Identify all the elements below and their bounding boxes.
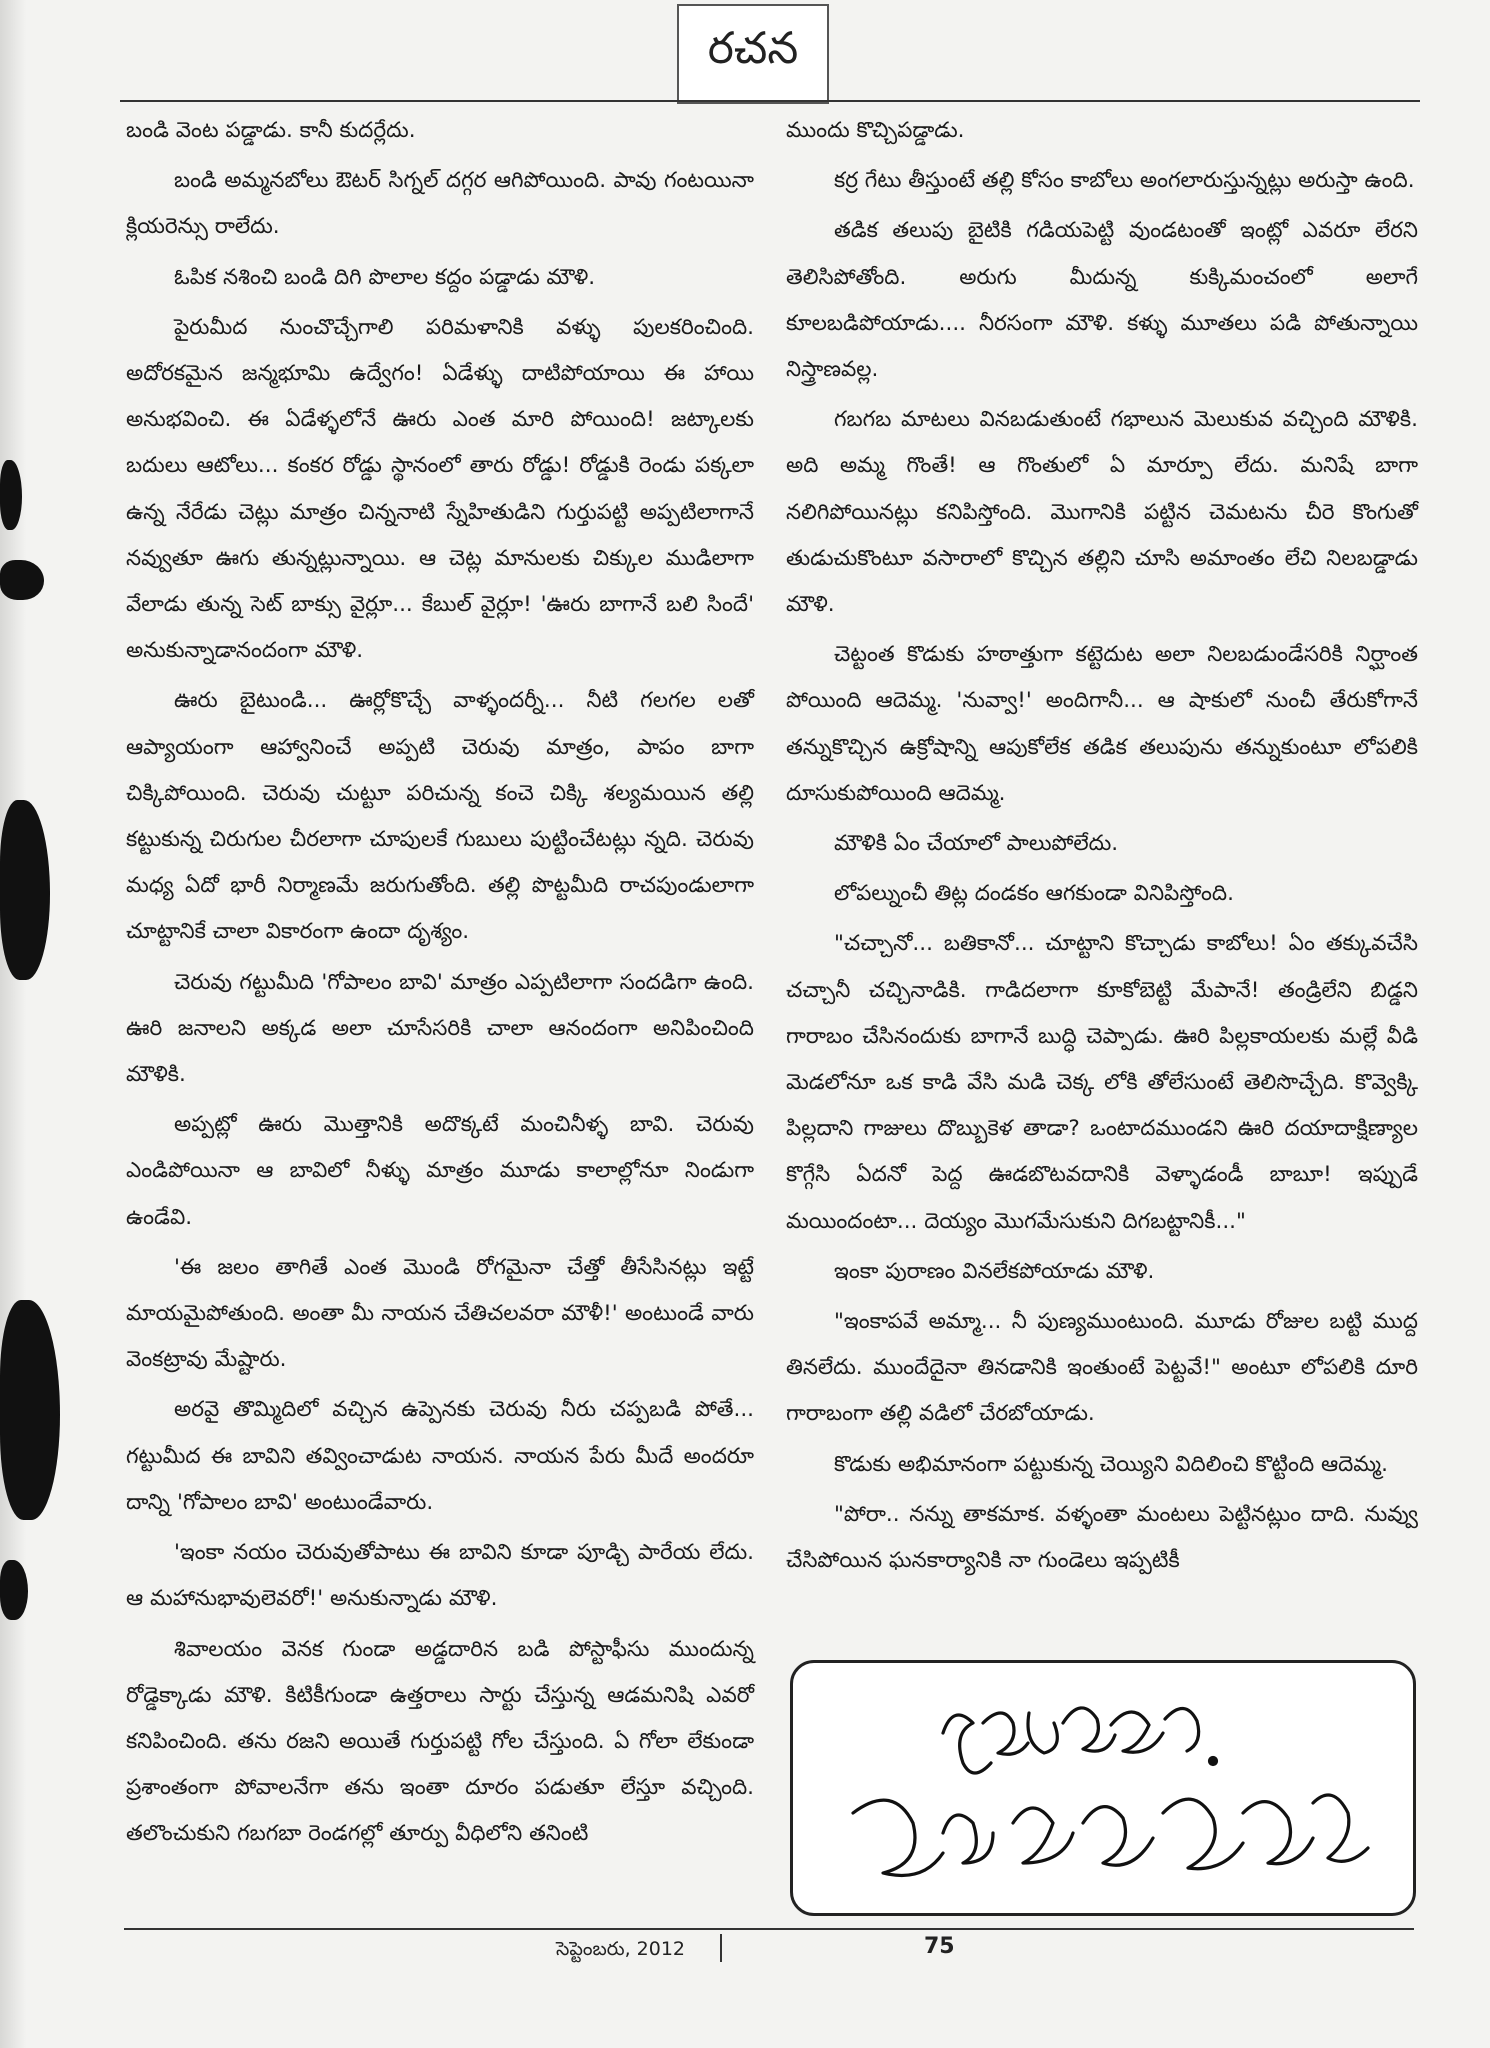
- paragraph: ఓపిక నశించి బండి దిగి పొలాల కద్దం పడ్డాడు మౌళి.: [174, 264, 596, 290]
- paragraph: "చచ్చానో... బతికానో... చూట్టాని కొచ్చాడు కాబోలు! ఏం తక్కువచేసి చచ్చానీ చచ్చినాడికి. గాడిదలాగా కూకోబెట్టి మేపానే! తండ్రిలేని బిడ్డని గారాబం చేసినందుకు బాగానే బుద్ధి చెప్పాడు. ఊరి పిల్లకాయలకు మల్లే వీడి మెడలోనూ ఒక కాడి వేసి మడి చెక్క లోకి తోలేసుంటే తెలిసొచ్చేది. కొవ్వెక్కి పిల్లదాని గాజులు దొబ్బుకెళ తాడా? ఒంటాదముండని ఊరి దయాదాక్షిణ్యాల కొగ్గేసి ఏదనో పెద్ద ఊడబొటవదానికి వెళ్ళాడండీ బాబూ! ఇప్పుడే మయిందంటా... దెయ్యం మొగమేసుకుని దిగబట్టానికీ...": [786, 931, 1418, 1234]
- paragraph: అరవై తొమ్మిదిలో వచ్చిన ఉప్పెనకు చెరువు నీరు చప్పబడి పోతే... గట్టుమీద ఈ బావిని తవ్వించాడుట నాయన. నాయన పేరు మీదే అందరూ దాన్ని 'గోపాలం బావి' అంటుండేవారు.: [126, 1397, 754, 1515]
- paragraph: బండి వెంట పడ్డాడు. కానీ కుదర్లేదు.: [126, 118, 416, 143]
- paragraph: శివాలయం వెనక గుండా అడ్డదారిన బడి పోస్టాఫీసు ముందున్న రోడ్డెక్కాడు మౌళి. కిటికీగుండా ఉత్తరాలు సార్టు చేస్తున్న ఆడమనిషి ఎవరో కనిపించింది. తను రజని అయితే గుర్తుపట్టి గోల చేస్తుంది. ఏ గోలా లేకుండా ప్రశాంతంగా పోవాలనేగా తను ఇంతా దూరం పడుతూ లేస్తూ వచ్చింది. తలొంచుకుని గబగబా రెండగల్లో తూర్పు వీధిలోని తనింటి: [126, 1636, 754, 1847]
- torn-edge-mark: [0, 1300, 60, 1520]
- top-divider: [120, 100, 1420, 102]
- paragraph: పైరుమీద నుంచొచ్చేగాలి పరిమళానికి వళ్ళు పులకరించింది. అదోరకమైన జన్మభూమి ఉద్వేగం! ఏడేళ్ళు దాటిపోయాయి ఈ హాయి అనుభవించి. ఈ ఏడేళ్ళలోనే ఊరు ఎంత మారి పోయింది! జట్కాలకు బదులు ఆటోలు... కంకర రోడ్డు స్థానంలో తారు రోడ్డు! రోడ్డుకి రెండు పక్కలా ఉన్న నేరేడు చెట్లు మాత్రం చిన్ననాటి స్నేహితుడిని గుర్తుపట్టి అప్పటిలాగానే నవ్వుతూ ఊగు తున్నట్లున్నాయి. ఆ చెట్ల మానులకు చిక్కుల ముడిలాగా వేలాడు తున్న సెట్ బాక్సు వైర్లూ... కేబుల్ వైర్లూ! 'ఊరు బాగానే బలి సిందే' అనుకున్నాడానందంగా మౌళి.: [126, 314, 754, 664]
- right-column: [786, 108, 1418, 1588]
- paragraph: మౌళికి ఏం చేయాలో పాలుపోలేదు.: [834, 831, 1119, 857]
- footer-separator: [720, 1934, 722, 1962]
- paragraph: "ఇంకాపవే అమ్మా... నీ పుణ్యముంటుంది. మూడు రోజుల బట్టి ముద్ద తినలేదు. ముందేదైనా తినడానికి ఇంతుంటే పెట్టవే!" అంటూ లోపలికి దూరి గారాబంగా తల్లి వడిలో చేరబోయాడు.: [786, 1309, 1418, 1427]
- paragraph: ఇంకా పురాణం వినలేకపోయాడు మౌళి.: [834, 1258, 1155, 1284]
- handwritten-signature: [793, 1663, 1413, 1913]
- paragraph: అప్పట్లో ఊరు మొత్తానికి అదొక్కటే మంచినీళ్ళ బావి. చెరువు ఎండిపోయినా ఆ బావిలో నీళ్ళు మాత్రం మూడు కాలాల్లోనూ నిండుగా ఉండేవి.: [126, 1112, 754, 1230]
- paragraph: తడిక తలుపు బైటికి గడియపెట్టి వుండటంతో ఇంట్లో ఎవరూ లేరని తెలిసిపోతోంది. అరుగు మీదున్న కుక్కిమంచంలో అలాగే కూలబడిపోయాడు.... నీరసంగా మౌళి. కళ్ళు మూతలు పడి పోతున్నాయి నిస్త్రాణవల్ల.: [786, 218, 1418, 383]
- paragraph: 'ఇంకా నయం చెరువుతోపాటు ఈ బావిని కూడా పూడ్చి పారేయ లేదు. ఆ మహానుభావులెవరో!' అనుకున్నాడు మౌళి.: [126, 1540, 754, 1612]
- paragraph: లోపల్నుంచీ తిట్ల దండకం ఆగకుండా వినిపిస్తోంది.: [834, 881, 1234, 907]
- torn-edge-mark: [0, 460, 22, 530]
- paragraph: 'ఈ జలం తాగితే ఎంత మొండి రోగమైనా చేత్తో తీసేసినట్లు ఇట్టే మాయమైపోతుంది. అంతా మీ నాయన చేతిచలవరా మౌళీ!' అంటుండే వారు వెంకట్రావు మేష్టారు.: [126, 1254, 754, 1373]
- issue-date: సెప్టెంబరు, 2012: [556, 1938, 686, 1960]
- left-column: [126, 108, 754, 1862]
- paragraph: కొడుకు అభిమానంగా పట్టుకున్న చెయ్యిని విదిలించి కొట్టింది ఆదెమ్మ.: [834, 1451, 1388, 1477]
- bottom-divider: [124, 1928, 1414, 1930]
- torn-edge-mark: [0, 800, 50, 980]
- paragraph: ముందు కొచ్చిపడ్డాడు.: [786, 118, 965, 143]
- magazine-logo: [677, 4, 829, 104]
- torn-edge-mark: [0, 560, 44, 600]
- torn-edge-mark: [0, 1560, 28, 1620]
- paragraph: బండి అమ్మనబోలు ఔటర్ సిగ్నల్ దగ్గర ఆగిపోయింది. పావు గంటయినా క్లియరెన్సు రాలేదు.: [126, 168, 754, 240]
- author-signature: [790, 1660, 1416, 1916]
- paragraph: కర్ర గేటు తీస్తుంటే తల్లి కోసం కాబోలు అంగలారుస్తున్నట్లు అరుస్తా ఉంది.: [834, 168, 1415, 194]
- paragraph: చెరువు గట్టుమీది 'గోపాలం బావి' మాత్రం ఎప్పటిలాగా సందడిగా ఉంది. ఊరి జనాలని అక్కడ అలా చూసేసరికి చాలా ఆనందంగా అనిపించింది మౌళికి.: [126, 969, 754, 1088]
- logo-text: రచన: [707, 23, 799, 74]
- scan-edge: [0, 0, 26, 2048]
- page-number: 75: [924, 1934, 955, 1959]
- paragraph: చెట్టంత కొడుకు హఠాత్తుగా కట్టెదుట అలా నిలబడుండేసరికి నిర్ఘాంత పోయింది ఆదెమ్మ. 'నువ్వా!' అందిగానీ... ఆ షాకులో నుంచీ తేరుకోగానే తన్నుకొచ్చిన ఉక్రోషాన్ని ఆపుకోలేక తడిక తలుపును తన్నుకుంటూ లోపలికి దూసుకుపోయింది ఆదెమ్మ.: [786, 642, 1418, 806]
- paragraph: గబగబ మాటలు వినబడుతుంటే గభాలున మెలుకువ వచ్చింది మౌళికి. అది అమ్మ గొంతే! ఆ గొంతులో ఏ మార్పూ లేదు. మనిషే బాగా నలిగిపోయినట్లు కనిపిస్తోంది. మొగానికి పట్టిన చెమటను చీరె కొంగుతో తుడుచుకొంటూ వసారాలో కొచ్చిన తల్లిని చూసి అమాంతం లేచి నిలబడ్డాడు మౌళి.: [786, 407, 1418, 618]
- paragraph: ఊరు బైటుండి... ఊర్లోకొచ్చే వాళ్ళందర్నీ... నీటి గలగల లతో ఆప్యాయంగా ఆహ్వానించే అప్పటి చెరువు మాత్రం, పాపం బాగా చిక్కిపోయింది. చెరువు చుట్టూ పరిచున్న కంచె చిక్కి శల్యమయిన తల్లి కట్టుకున్న చిరుగుల చీరలాగా చూపులకే గుబులు పుట్టించేటట్లు న్నది. చెరువు మధ్య ఏదో భారీ నిర్మాణమే జరుగుతోంది. తల్లి పొట్టమీది రాచపుండులాగా చూట్టానికే చాలా వికారంగా ఉందా దృశ్యం.: [126, 688, 754, 945]
- paragraph: "పోరా.. నన్ను తాకమాక. వళ్ళంతా మంటలు పెట్టినట్లుం దాది. నువ్వు చేసిపోయిన ఘనకార్యానికి నా గుండెలు ఇప్పటికీ: [786, 1501, 1418, 1574]
